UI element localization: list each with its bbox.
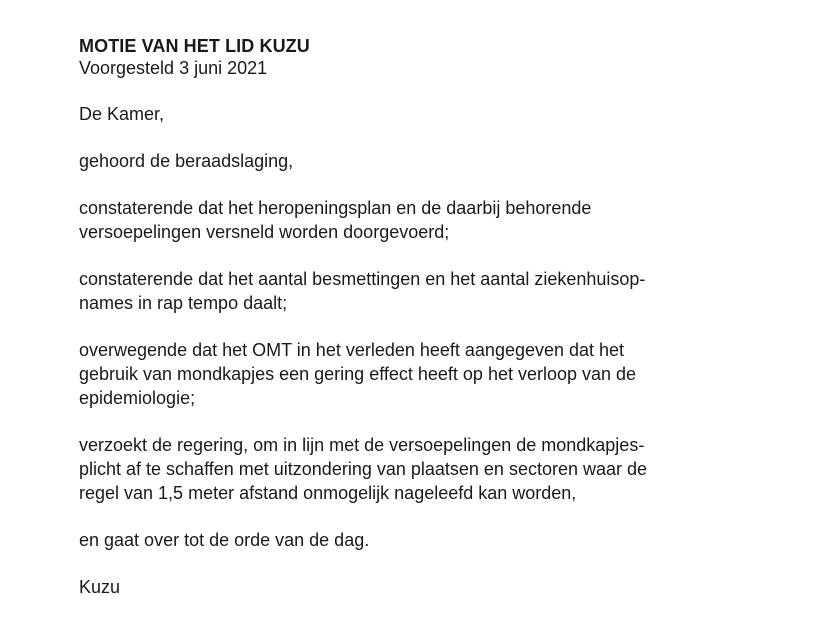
motion-title: MOTIE VAN HET LID KUZU: [79, 36, 310, 56]
text-line: gebruik van mondkapjes een gering effect heeft op het verloop van de: [79, 364, 637, 384]
motion-document: [79, 35, 799, 599]
text-line: versoepelingen versneld worden doorgevoerd;: [79, 222, 450, 242]
text-line: constaterende dat het aantal besmettingen en het aantal ziekenhuisop-: [79, 269, 646, 289]
text-line: constaterende dat het heropeningsplan en de daarbij behorende: [79, 198, 592, 218]
text-line: epidemiologie;: [79, 388, 196, 408]
request-clause: [79, 433, 799, 505]
considering-clause-3: [79, 338, 799, 410]
salutation: De Kamer,: [79, 104, 165, 124]
closing-clause: en gaat over tot de orde van de dag.: [79, 530, 370, 550]
text-line: names in rap tempo daalt;: [79, 293, 288, 313]
considering-clause-1: [79, 196, 799, 244]
heard-clause: gehoord de beraadslaging,: [79, 151, 294, 171]
text-line: verzoekt de regering, om in lijn met de versoepelingen de mondkapjes-: [79, 435, 645, 455]
proposal-date: Voorgesteld 3 juni 2021: [79, 58, 268, 78]
text-line: overwegende dat het OMT in het verleden heeft aangegeven dat het: [79, 340, 625, 360]
text-line: regel van 1,5 meter afstand onmogelijk nageleefd kan worden,: [79, 483, 577, 503]
considering-clause-2: [79, 267, 799, 315]
signature: Kuzu: [79, 577, 121, 597]
text-line: plicht af te schaffen met uitzondering van plaatsen en sectoren waar de: [79, 459, 648, 479]
